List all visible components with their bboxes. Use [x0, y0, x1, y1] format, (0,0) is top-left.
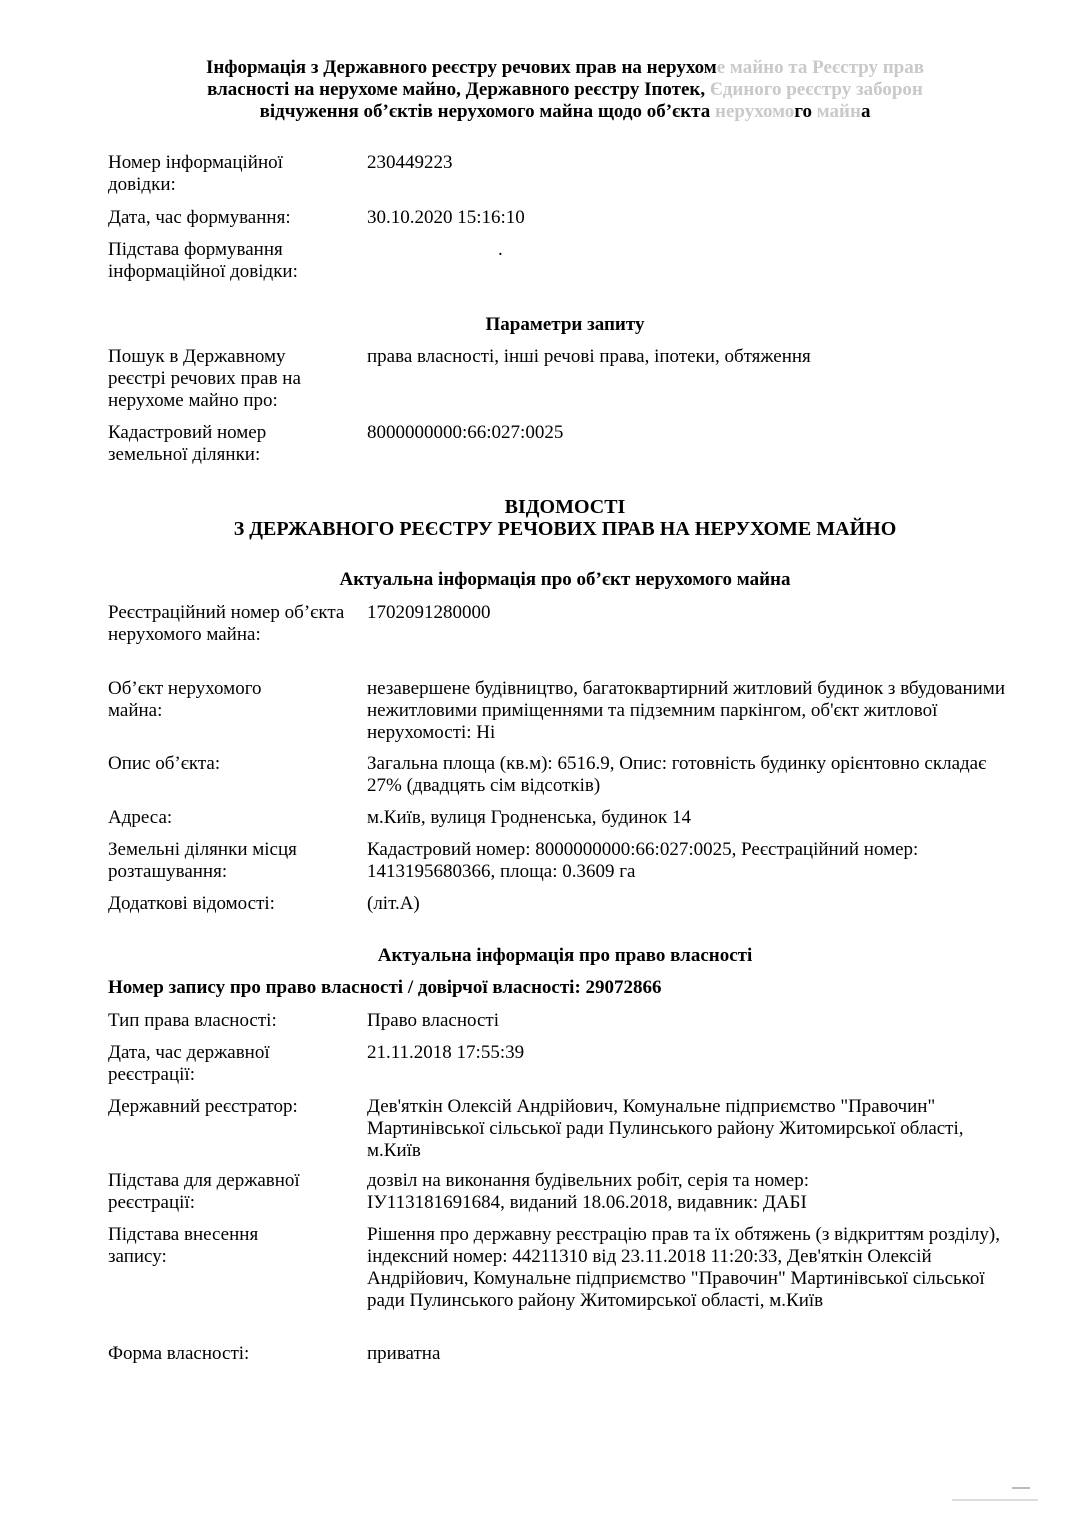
info-datetime-label: Дата, час формування: [108, 207, 291, 228]
title-line-1-faded-text: е майно та Реєстру прав [716, 57, 924, 78]
object-reg-number-value: 1702091280000 [367, 602, 491, 623]
title-line-3-text-c: а [860, 101, 871, 122]
title-line-1-text: Інформація з Державного реєстру речових прав на нерухом [206, 57, 717, 78]
title-line-3 [100, 101, 1030, 123]
title-line-2 [100, 79, 1030, 101]
register-heading-line-2: З ДЕРЖАВНОГО РЕЄСТРУ РЕЧОВИХ ПРАВ НА НЕРУХОМЕ МАЙНО [233, 518, 897, 540]
title-line-3-faded-a: нерухомо [715, 101, 795, 122]
ownership-reg-date-value: 21.11.2018 17:55:39 [367, 1042, 525, 1063]
object-type-value: незавершене будівництво, багатоквартирний житловий будинок з вбудованими нежитловими приміщеннями та підземним паркінгом, об'єкт житлової нерухомості: Ні [367, 678, 1006, 743]
object-address-value: м.Київ, вулиця Гродненська, будинок 14 [367, 807, 692, 828]
object-heading: Актуальна інформація про об’єкт нерухомого майна [339, 569, 791, 590]
object-additional-value: (літ.А) [367, 893, 420, 914]
title-line-3-faded-b: майн [816, 101, 861, 122]
ownership-type-value: Право власності [367, 1010, 499, 1031]
title-line-2-faded-text: Єдиного реєстру заборон [709, 79, 923, 100]
ownership-reg-date-label: Дата, час державної реєстрації: [108, 1042, 270, 1085]
info-number-value: 230449223 [367, 152, 453, 173]
info-basis-value: . [498, 239, 503, 260]
ownership-registrar-value: Дев'яткін Олексій Андрійович, Комунальне підприємство "Правочин" Мартинівської сільської ради Пулинського району Житомирської області, м.Київ [367, 1096, 964, 1161]
object-land-value: Кадастровий номер: 8000000000:66:027:0025, Реєстраційний номер: 1413195680366, площа: 0.3609 га [367, 839, 919, 882]
ownership-type-label: Тип права власності: [108, 1010, 277, 1031]
object-description-value: Загальна площа (кв.м): 6516.9, Опис: готовність будинку орієнтовно складає 27% (двадцять сім відсотків) [367, 753, 987, 796]
object-address-label: Адреса: [108, 807, 173, 828]
register-heading-line-1: ВІДОМОСТІ [504, 496, 626, 518]
register-heading [108, 496, 1022, 540]
title-line-3-text-a: відчуження об’єктів нерухомого майна щодо об’єкта [259, 101, 715, 122]
title-line-1 [100, 57, 1030, 79]
ownership-entry-basis-value: Рішення про державну реєстрацію прав та їх обтяжень (з відкриттям розділу), індексний номер: 44211310 від 23.11.2018 11:20:33, Дев'яткін Олексій Андрійович, Комунальне підприємство "Правочин" Мартинівської сільської ради Пулинського району Житомирської області, м.Київ [367, 1224, 1000, 1311]
ownership-basis-value: дозвіл на виконання будівельних робіт, серія та номер: ІУ113181691684, виданий 18.06.2018, видавник: ДАБІ [367, 1170, 810, 1213]
ownership-registrar-label: Державний реєстратор: [108, 1096, 298, 1117]
info-datetime-value: 30.10.2020 15:16:10 [367, 207, 525, 228]
ownership-record-heading: Номер запису про право власності / довірчої власності: 29072866 [108, 977, 662, 998]
object-description-label: Опис об’єкта: [108, 753, 221, 774]
query-cadastral-value: 8000000000:66:027:0025 [367, 422, 564, 443]
object-land-label: Земельні ділянки місця розташування: [108, 839, 297, 882]
ownership-form-label: Форма власності: [108, 1343, 250, 1364]
ownership-form-value: приватна [367, 1343, 441, 1364]
ownership-basis-label: Підстава для державної реєстрації: [108, 1170, 300, 1213]
document-title [100, 57, 1030, 123]
object-reg-number-label: Реєстраційний номер об’єкта нерухомого майна: [108, 602, 345, 645]
ownership-heading: Актуальна інформація про право власності [377, 945, 753, 966]
query-search-label: Пошук в Державному реєстрі речових прав на нерухоме майно про: [108, 346, 301, 411]
info-number-label: Номер інформаційної довідки: [108, 152, 283, 195]
info-basis-label: Підстава формування інформаційної довідки: [108, 239, 298, 282]
scan-artifact [952, 1487, 1052, 1505]
object-additional-label: Додаткові відомості: [108, 893, 275, 914]
object-type-label: Об’єкт нерухомого майна: [108, 678, 262, 721]
ownership-entry-basis-label: Підстава внесення запису: [108, 1224, 259, 1267]
query-search-value: права власності, інші речові права, іпотеки, обтяження [367, 346, 811, 367]
title-line-2-text: власності на нерухоме майно, Державного реєстру Іпотек, [207, 79, 710, 100]
title-line-3-text-b: го [794, 101, 817, 122]
query-cadastral-label: Кадастровий номер земельної ділянки: [108, 422, 267, 465]
query-heading: Параметри запиту [485, 314, 645, 335]
